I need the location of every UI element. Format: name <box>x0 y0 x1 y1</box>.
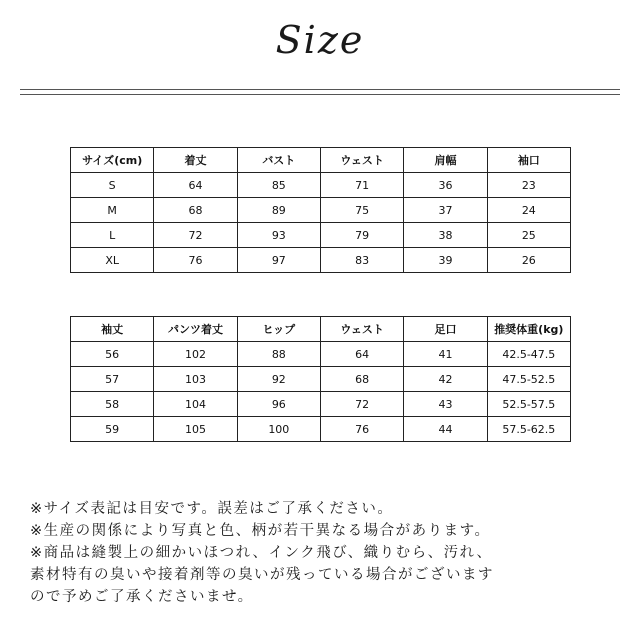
table-cell: 37 <box>404 198 487 223</box>
note-line: ※商品は縫製上の細かいほつれ、インク飛び、織りむら、汚れ、 <box>30 545 493 561</box>
table-row <box>71 367 571 392</box>
table-cell: 71 <box>320 173 403 198</box>
table-cell: 44 <box>404 417 487 442</box>
table-cell: 52.5-57.5 <box>487 392 570 417</box>
table-cell: 23 <box>487 173 570 198</box>
note-line: 素材特有の臭いや接着剤等の臭いが残っている場合がございます <box>30 567 494 583</box>
size-table-top <box>70 147 571 273</box>
table-cell: 24 <box>487 198 570 223</box>
table-cell: 36 <box>404 173 487 198</box>
table-cell: 57.5-62.5 <box>487 417 570 442</box>
table-header-row <box>71 317 571 342</box>
table-cell: 103 <box>154 367 237 392</box>
header-cell: 肩幅 <box>404 148 487 173</box>
table-cell: 56 <box>71 342 154 367</box>
table-cell: 25 <box>487 223 570 248</box>
table-cell: 57 <box>71 367 154 392</box>
table-cell: 83 <box>320 248 403 273</box>
table-cell: 76 <box>320 417 403 442</box>
table-cell: 64 <box>154 173 237 198</box>
table-row <box>71 392 571 417</box>
table-row <box>71 342 571 367</box>
header-cell: パンツ着丈 <box>154 317 237 342</box>
table-cell: XL <box>71 248 154 273</box>
table-cell: 39 <box>404 248 487 273</box>
note-line: ※生産の関係により写真と色、柄が若干異なる場合があります。 <box>30 523 491 539</box>
header-cell: 袖口 <box>487 148 570 173</box>
table-cell: 47.5-52.5 <box>487 367 570 392</box>
table-cell: 79 <box>320 223 403 248</box>
table-cell: 104 <box>154 392 237 417</box>
header-cell: 袖丈 <box>71 317 154 342</box>
table-cell: 41 <box>404 342 487 367</box>
table-cell: L <box>71 223 154 248</box>
table-cell: 88 <box>237 342 320 367</box>
notes-block <box>30 498 620 608</box>
header-cell: 足口 <box>404 317 487 342</box>
header-cell: ウェスト <box>320 148 403 173</box>
header-cell: バスト <box>237 148 320 173</box>
table-cell: 92 <box>237 367 320 392</box>
table-cell: 102 <box>154 342 237 367</box>
header-cell: ヒップ <box>237 317 320 342</box>
note-line: ので予めご了承くださいませ。 <box>30 589 254 605</box>
table-cell: 76 <box>154 248 237 273</box>
header-cell: 推奨体重(kg) <box>487 317 570 342</box>
table-cell: 68 <box>320 367 403 392</box>
table-cell: 38 <box>404 223 487 248</box>
table-row <box>71 223 571 248</box>
table-cell: 93 <box>237 223 320 248</box>
table-row <box>71 417 571 442</box>
table-cell: 72 <box>154 223 237 248</box>
table-cell: 43 <box>404 392 487 417</box>
table-cell: 59 <box>71 417 154 442</box>
header-cell: ウェスト <box>320 317 403 342</box>
table-row <box>71 198 571 223</box>
table-cell: 96 <box>237 392 320 417</box>
table-cell: 42 <box>404 367 487 392</box>
table-cell: 89 <box>237 198 320 223</box>
table-cell: 42.5-47.5 <box>487 342 570 367</box>
size-table-bottom <box>70 316 571 442</box>
page-title: Size <box>275 18 365 62</box>
table-cell: 72 <box>320 392 403 417</box>
table-cell: 64 <box>320 342 403 367</box>
table-row <box>71 248 571 273</box>
header-cell: サイズ(cm) <box>71 148 154 173</box>
divider-bottom <box>20 94 620 95</box>
table-cell: 105 <box>154 417 237 442</box>
table-cell: 85 <box>237 173 320 198</box>
table-cell: 97 <box>237 248 320 273</box>
divider-top <box>20 89 620 90</box>
table-cell: S <box>71 173 154 198</box>
header-cell: 着丈 <box>154 148 237 173</box>
table-row <box>71 173 571 198</box>
table-cell: 75 <box>320 198 403 223</box>
table-cell: 68 <box>154 198 237 223</box>
table-cell: 100 <box>237 417 320 442</box>
table-cell: 26 <box>487 248 570 273</box>
table-cell: 58 <box>71 392 154 417</box>
table-cell: M <box>71 198 154 223</box>
table-header-row <box>71 148 571 173</box>
note-line: ※サイズ表記は目安です。誤差はご了承ください。 <box>30 501 394 517</box>
